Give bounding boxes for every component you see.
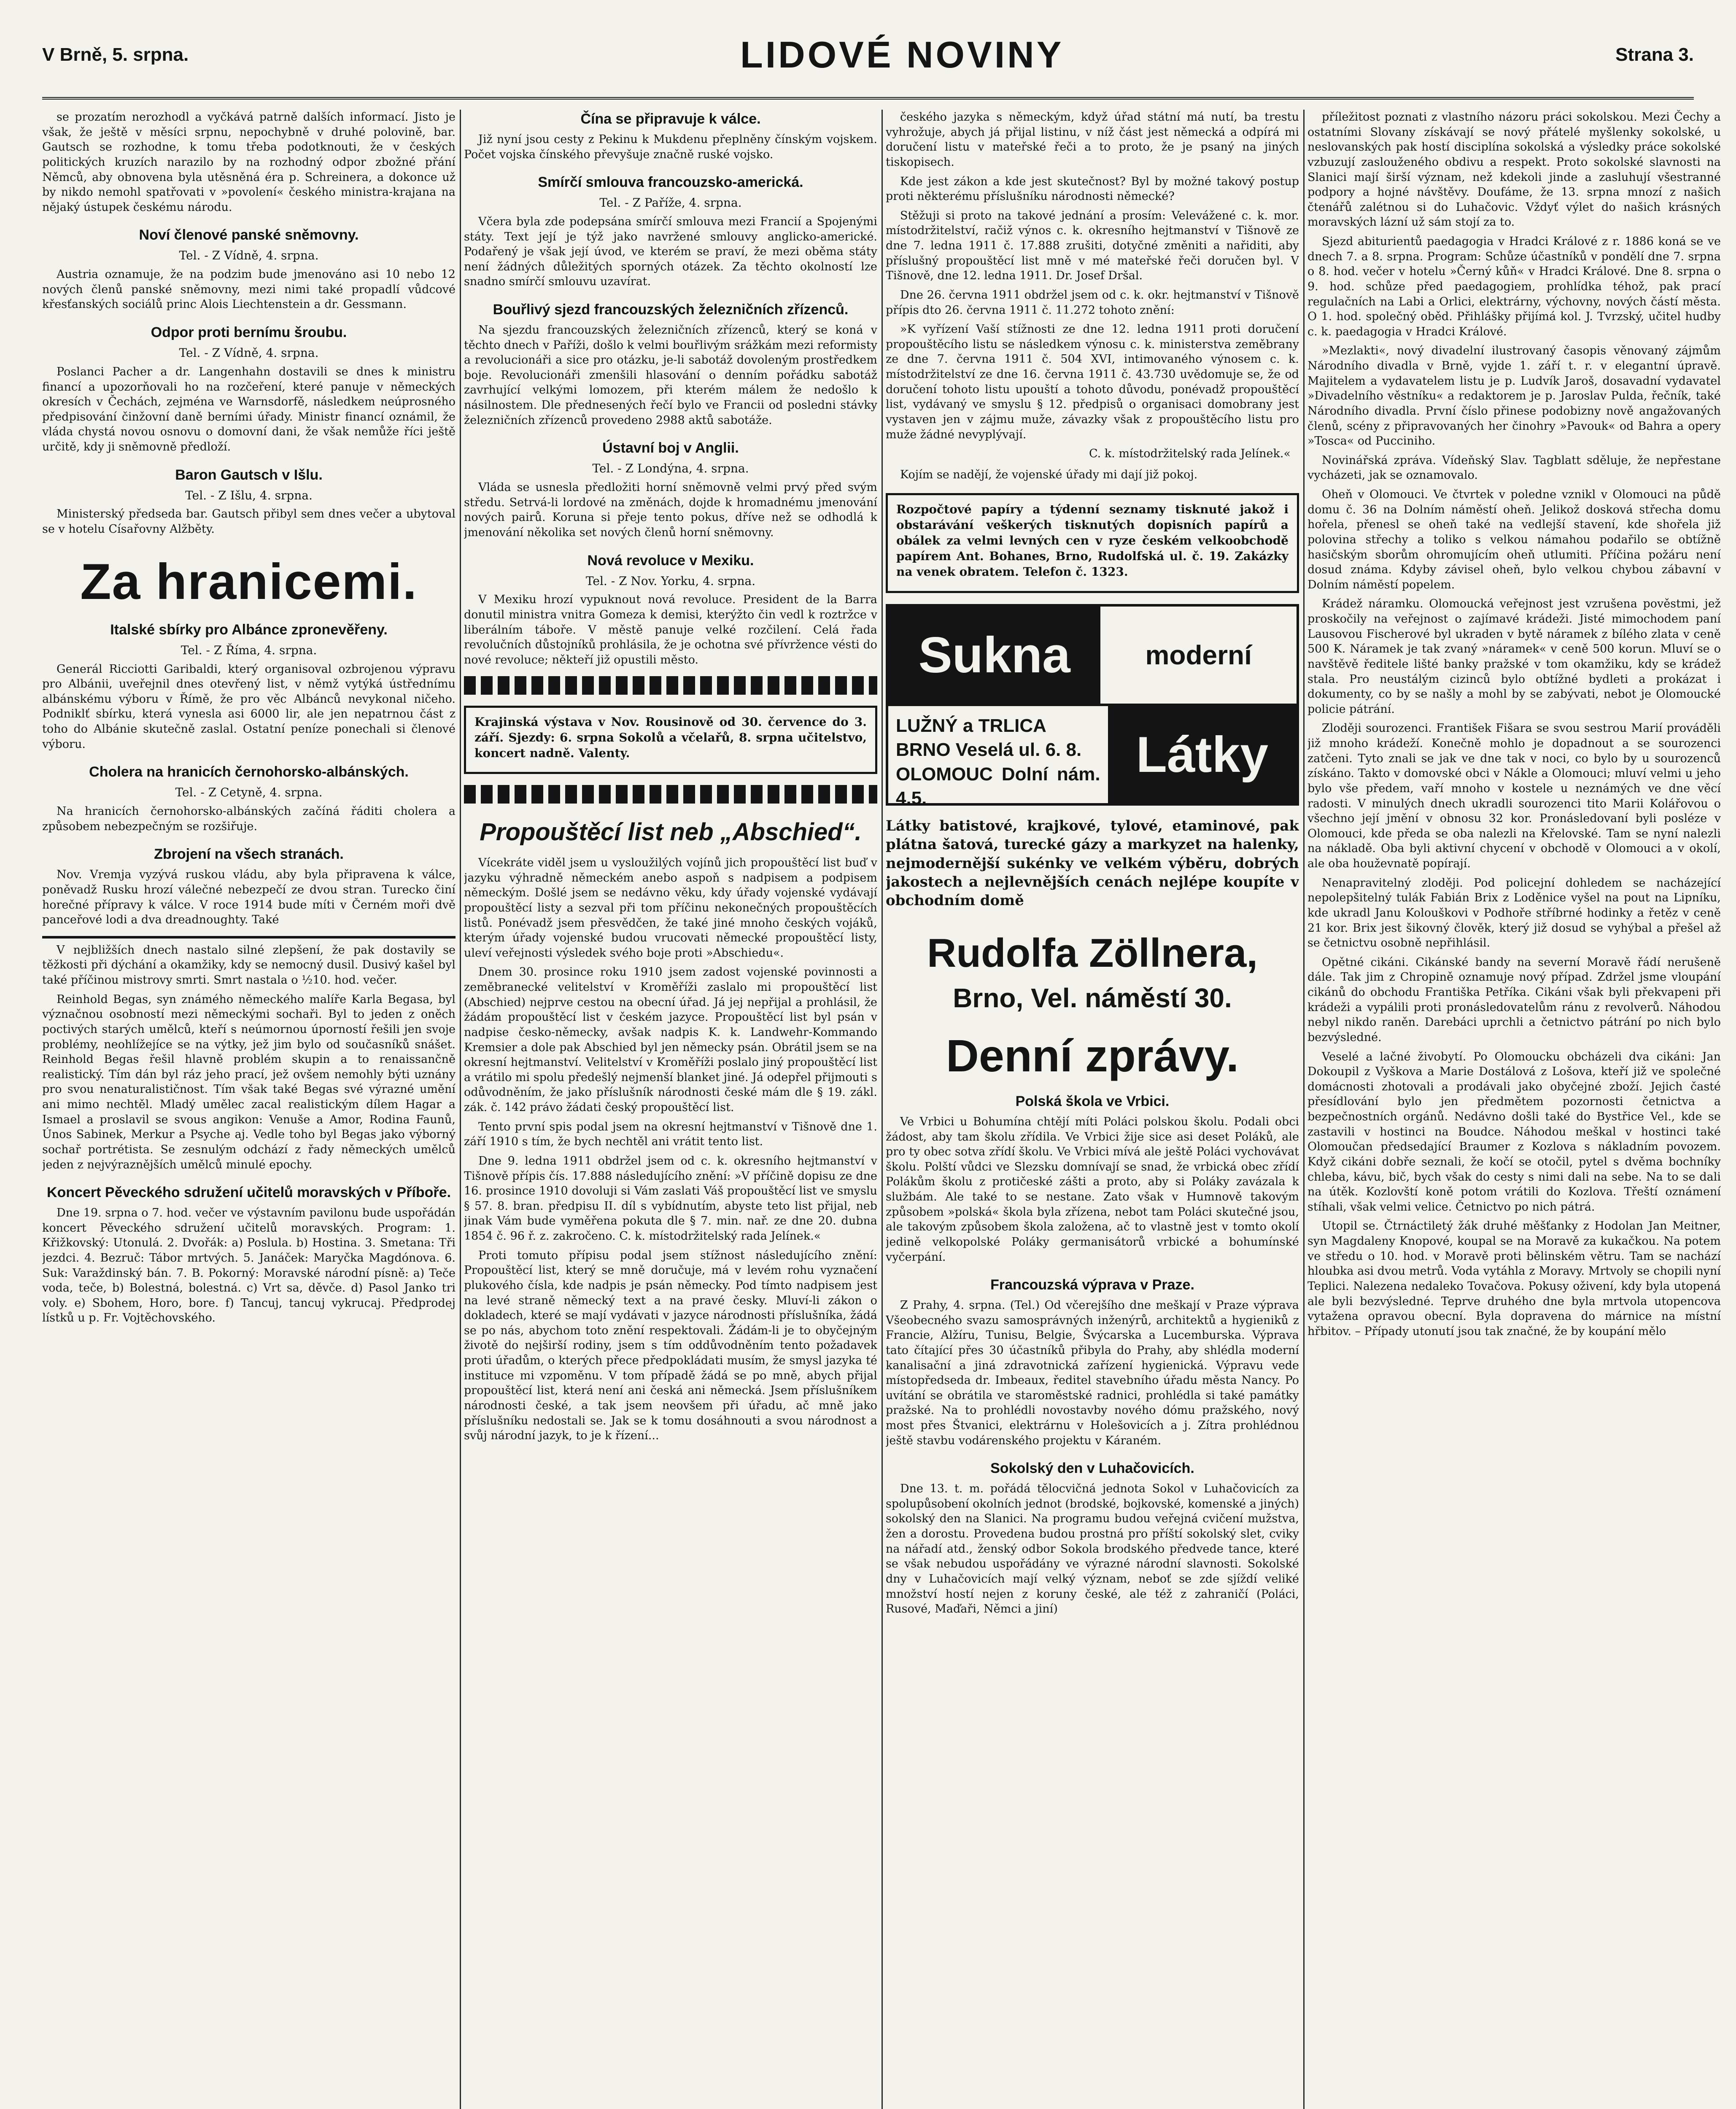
article-body: V Mexiku hrozí vypuknout nová revoluce. President de la Barra donutil ministra vnitra Gomeza k demisi, kterýžto čin vedl k roztržce v liberálním táboře. V městě panuje velké rozčilení. Celá řada revolučních důstojníků prohlásila, že je ochotna své přívržence vésti do nové revoluce; někteří již opustili město. bbox=[464, 593, 877, 666]
article-continuation: českého jazyka s německým, když úřad státní má nutí, ba trestu vyhrožuje, abych já přijal listinu, v níž část jest německá a odpírá mi doručení listu v mateřské řeči a to proto, že je psaný na jiných tiskopisech. bbox=[886, 111, 1299, 169]
article-body: Tento první spis podal jsem na okresní hejtmanství v Tišnově dne 1. září 1910 s tím, že bych nechtěl ani vrátit tento list. bbox=[464, 1120, 877, 1149]
article-body: Vláda se usnesla předložiti horní sněmovně velmi prvý před svým středu. Setrvá-li lordové na změnách, dojde k hromadnému jmenování nových pairů. Koruna si přeje tento pokus, dříve než se odhodlá k jmenování několika set nových členů horní sněmovny. bbox=[464, 481, 877, 539]
news-item: Novinářská zpráva. Vídeňský Slav. Tagblatt sděluje, že nepřestane vycházeti, jak se oznamovalo. bbox=[1307, 453, 1721, 482]
news-item: »Mezlakti«, nový divadelní ilustrovaný časopis věnovaný zájmům Národního divadla v Brně, vyjde 1. září t. r. v elegantní úpravě. Majitelem a vydavatelem listu je p. Ludvík Jaroš, dosavadní vydavatel »Divadelního věstníku« a redaktorem je p. Jaroslav Pulda, řečník, také Národního divadla. První číslo přinese podobizny nově angažovaných členů, scény z připravovaných her činohry »Pavouk« od Bahra a opery »Tosca« od Pucciniho. bbox=[1307, 344, 1721, 448]
column-divider bbox=[460, 110, 461, 2109]
headline: Sokolský den v Luhačovicích. bbox=[990, 1460, 1194, 1477]
article-body: Na sjezdu francouzských železničních zřízenců, který se koná v těchto dnech v Paříži, došlo k velmi bouřlivým srážkám mezi reformisty a revolucionáři a sice pro otázku, je-li sabotáž dovoleným prostředkem boje. Revolucionáři zmenšili hlasování o denním pořádku sabotáž zavrhující velkými lomozem, při kterém málem že nedošlo k násilnostem. Dle přednesených řečí bylo ve Francii od posledni stávky železničních zřízenců provedeno 2988 aktů sabotáže. bbox=[464, 323, 877, 427]
ad-word-moderni: moderní bbox=[1145, 639, 1252, 670]
stationery-ad bbox=[886, 493, 1299, 593]
column-divider bbox=[1303, 110, 1305, 2109]
article-body: Vícekráte viděl jsem u vysloužilých vojínů jich propouštěcí list buď v jazyku výhradně německém anebo aspoň s nadpisem a podpisem německým. Došlé jsem se nedávno věku, kdy úřady vojenské vydávají propouštěcí listy a sezval při tom příčinu nekonečných propouštěcích listů. Ponévadž jsem přesvědčen, že také jiné mnoho českých vojáků, kterým úřady vojenské budou vrucovati německé propouštěcí listy, uleví veřejnosti výsledek svého boje proti »Abschiedu«. bbox=[464, 856, 877, 960]
article-body: Ministerský předseda bar. Gautsch přibyl sem dnes večer a ubytoval se v hotelu Císařovny Alžběty. bbox=[42, 507, 456, 536]
dateline: Tel. - Z Vídně, 4. srpna. bbox=[179, 345, 319, 360]
column-2 bbox=[464, 110, 877, 2109]
article-body: Na hranicích černohorsko-albánských začíná řáditi cholera a způsobem nebezpečným se rozšiřuje. bbox=[42, 805, 456, 833]
notice-text: Krajinská výstava v Nov. Rousinově od 30. července do 3. září. Sjezdy: 6. srpna Sokolů a včelařů, 8. srpna učitelstvo, koncert nadně. Valenty. bbox=[474, 715, 867, 760]
article-body: Již nyní jsou cesty z Pekinu k Mukdenu přeplněny čínským vojskem. Počet vojska čínského převyšuje značně ruské vojsko. bbox=[464, 132, 877, 161]
headline: Propouštěcí list neb „Abschied“. bbox=[480, 818, 862, 846]
article-continuation: se prozatím nerozhodl a vyčkává patrně dalších informací. Jisto je však, že ještě v měsíci srpnu, nepochybně v druhé polovině, bar. Gautsch se rozhodne, k tomu třeba podotknouti, že v českých politických kruzích narazilo by na rozhodný odpor zbožné přání Němců, aby obnovena byla utěsněná éra p. Schreinera, a dokonce už by nikdo nemohl spatřovati v »povolení« českého ministra-krajana na nějaký ústupek českému národu. bbox=[42, 111, 456, 214]
ad-address-brno: BRNO Veselá ul. 6. 8. bbox=[896, 739, 1082, 761]
article-body: Dnem 30. prosince roku 1910 jsem zadost vojenské povinnosti a zeměbranecké velitelství v Kroměříži zaslalo mi propouštěcí list (Abschied) nejprve cestou na obecní úřad. Já jej nepřijal a prohlásil, že žádám propouštěcí list v českém jazyce. Propouštěcí list byl psán v nadpise česko-německy, avšak nadpis K. k. Landwehr-Kommando Kremsier a dole pak Abschied byl jen německy psán. Obrátil jsem se na okresní hejtmanství. Velitelství v Kroměříži poslalo jiný propouštěcí list a vrátilo mi spolu předešlý nejmenší blanket jiné. Já odepřel přijmouti s odůvodněním, že jako příslušník národnosti české mám dle § 19. zákl. zák. č. 142 právo žádati český propouštěcí list. bbox=[464, 966, 877, 1114]
textile-ad-banner bbox=[886, 604, 1299, 809]
article-body: Kde jest zákon a kde jest skutečnost? Byl by možné takový postup proti některému příslušníku národnosti německé? bbox=[886, 175, 1299, 203]
ad-firm: LUŽNÝ a TRLICA bbox=[896, 715, 1046, 736]
dateline: Tel. - Z Paříže, 4. srpna. bbox=[599, 196, 742, 210]
news-item: Nenapravitelný zloději. Pod policejní dohledem se nacházející nepolepšitelný tulák Fabián Brix z Loděnice vyšel na pout na Lipníku, kde ukradl Janu Kolouškovi v Podhoře stříbrné hodinky a řetěz v ceně 21 kor. Brix jest šikovný člověk, který již dosud se vyhýbal a přešel až se četnictvu osobně nepřihlásil. bbox=[1307, 876, 1721, 950]
section-rule bbox=[42, 936, 456, 939]
article-body: Proti tomuto přípisu podal jsem stížnost následujícího znění: Propouštěcí list, který se mně doručuje, má v levém rohu vyznačení plukového čísla, kde nadpis je psán německy. Pod tímto nadpisem jest na levé straně německý text a na pravé česky. Mluví-li zákon o dokladech, které se mají vydávati v jazyce národnosti příslušníka, žádá se po nás, abychom toto znění respektovali. Žádám-li je to obyčejným životě do nejširší rodiny, jsem s tím oddůvodněním tento požadavek proti úřadům, o kterých přece předpokládati musím, že smysl jazyka té instituce mi vzpoměnu. V tom případě žádá se po mně, abych přijal propouštěcí list, která není ani česká ani německá. Jsem příslušníkem národnosti české, a tak jsem neovšem při úřadu, ač mně jako příslušníku nedostali se. Jak se k tomu dosáhnouti a svou národnost a svůj národní jazyk, to je k řízení... bbox=[464, 1249, 877, 1443]
page-number: Strana 3. bbox=[1615, 44, 1694, 65]
headline: Smírčí smlouva francouzsko-americká. bbox=[538, 174, 803, 191]
newspaper-title: LIDOVÉ NOVINY bbox=[740, 34, 1064, 76]
column-3 bbox=[886, 110, 1299, 2109]
headline: Bouřlivý sjezd francouzských železničních zřízenců. bbox=[493, 302, 849, 318]
article-body: Austria oznamuje, že na podzim bude jmenováno asi 10 nebo 12 nových členů panské sněmovny, mezi nimi také propadlí vůdcové křesťanských sociálů princ Alois Liechtenstein a dr. Gessmann. bbox=[42, 268, 456, 311]
news-item: Veselé a lačné živobytí. Po Olomoucku obcházeli dva cikáni: Jan Dokoupil z Vyškova a Marie Dostálová z Lošova, kteří již ve společné domácnosti zhotovali a prodávali jako obyčejné zboží. Jejich časté přesídlování bylo jen předmětem pozornosti četnictva a bezpečnostních orgánů. Nedávno došli také do Bystřice Vel., kde se zastavili v hostinci na Boudce. Náhodou meškal v hostinci také Olomoučan předsedající Braumer z Kozlova s nákladním povozem. Když cikáni dobře seznali, že kočí se otočil, pytel s dvěma bochníky chleba, kávu, bič, bych však do cesty s nimi dali na sebe. Na to se dali na útěk. Kozlovští koně potom vrátili do Kozlova. Třeští oznámení stíhali, však velmi velice. Četnictvo po nich pátrá. bbox=[1307, 1050, 1721, 1214]
headline: Noví členové panské sněmovny. bbox=[139, 227, 359, 243]
dateline: Tel. - Z Londýna, 4. srpna. bbox=[592, 461, 749, 476]
article-body: Dne 26. června 1911 obdržel jsem od c. k. okr. hejtmanství v Tišnově přípis dto 26. června 1911 č. 11.272 tohoto znění: bbox=[886, 288, 1299, 317]
headline: Francouzská výprava v Praze. bbox=[990, 1277, 1194, 1293]
headline: Odpor proti bernímu šroubu. bbox=[151, 324, 347, 341]
article-body: Kojím se nadějí, že vojenské úřady mi dají již pokoj. bbox=[900, 468, 1198, 481]
article-body: Z Prahy, 4. srpna. (Tel.) Od včerejšího dne meškají v Praze výprava Všeobecného svazu samosprávných inženýrů, architektů a hygieniků z Francie, Alžíru, Tunisu, Belgie, Švýcarska a Lucemburska. Výprava tato čítající přes 30 účastníků přibyla do Prahy, aby shlédla moderní kanalisační a jiná zdravotnická zařízení hygienická. Výpravu vede místopředseda dr. Imbeaux, ředitel stavebního úřadu města Nancy. Po uvítání se obrátila ve staroměstské radnici, prohlédla si také památky pražské. Na to prohlédli novostavby nového dómu pražského, nový most přes Štvanici, elektrárnu v Holešovicích a j. Zítra prohlédnou ještě stavbu vodárenského projektu v Káraném. bbox=[886, 1299, 1299, 1447]
ad-body: Látky batistové, krajkové, tylové, etaminové, pak plátna šatová, turecké gázy a markyzet na halenky, nejmodernější sukénky ve velkém výběru, dobrých jakostech a nejlevnějších cenách nejlépe koupíte v obchodním domě bbox=[886, 817, 1299, 909]
signature: C. k. místodržitelský rada Jelínek.« bbox=[1089, 447, 1291, 461]
news-item: Krádež náramku. Olomoucká veřejnost jest vzrušena pověstmi, jež proskočily na veřejnost o zajímavé krádeži. Jisté mimochodem paní Lausovou Fischerové byl ukraden v bytě náramek z bílého zlata v ceně 500 K. Náramek je tak zvaný »náramek« v ceně 500 korun. Mluví se o navštěvě ředitele lišté banky pražské v tom okamžiku, kdy se krádež stala. Pro neustálým cizinců bylo obtížné bydleti a prokázat i dokumenty, co by se našly a mohl by se zabývati, nebot je Olomoucké policie pátrání. bbox=[1307, 597, 1721, 716]
exhibition-notice bbox=[464, 706, 877, 774]
article-body: »K vyřízení Vaší stížnosti ze dne 12. ledna 1911 proti doručení propouštěcího listu se následkem výnosu c. k. ministerstva zeměbrany ze dne 7. června 1911 č. 504 XVI, intimovaného výnosem c. k. místodržitelství ze dne 16. června 1911 č. 43.730 uvědomuje se, že od doručení tohoto listu upouští a tohoto důvodu, ponévadž propouštěcí list, vydávaný ve smyslu § 12. předpisů o organisaci domobrany jest vystaven jen v zájmu muže, závazky však z propouštěcího listu pro muže žádné nevyplývají. bbox=[886, 323, 1299, 441]
column-divider bbox=[881, 110, 883, 2109]
news-item: Opětné cikáni. Cikánské bandy na severní Moravě řádí nerušeně dále. Tak jim z Chropině oznamuje nový případ. Zdržel jsme vloupání cikánů do obchodu Františka Petříka. Cikáni však byli překvapeni při krádeži a vypálili proti pronásledovatelům ránu z revolverů. Náhodou nebyl nikdo raněn. Darebáci uprchli a četnictvo pátrání po nich bylo bezvýsledné. bbox=[1307, 955, 1721, 1044]
dateline: Tel. - Z Išlu, 4. srpna. bbox=[185, 488, 313, 502]
column-1 bbox=[42, 110, 456, 2109]
article-body: Reinhold Begas, syn známého německého malíře Karla Begasa, byl význačnou osobností mezi německými sochaři. Byl to jeden z oněch poctivých starých umělců, kteří s neúmornou úporností řešili jen svoje problémy, neohlížejíce se na výtky, jež jim bylo od současníků snášet. Reinhold Begas řešil hlavně problém skupin a to renaissančně realistický. Tím dán byl ráz jeho prací, jež ovšem nemohly býti uznány pro svou nenaturalističnost. Tím však také Begas své výrazné umění ani mimo nechtěl. Mladý umělec zacal realistickým dílem Hagar a Ismael a proslavil se svous angikon: Venuše a Amor, Rodina Faunů, Únos Sabinek, Merkur a Psyche aj. Vedle toho byl Begas jako výborný sochař portrétista. Se zesnulým odchází z řady německých umělců jeden z nejvýraznějších umělců minulé epochy. bbox=[42, 992, 456, 1171]
dateline: Tel. - Z Vídně, 4. srpna. bbox=[179, 248, 319, 263]
headline: Polská škola ve Vrbici. bbox=[1015, 1093, 1170, 1110]
decorative-bar bbox=[464, 785, 877, 804]
headline: Koncert Pěveckého sdružení učitelů moravských v Příboře. bbox=[46, 1184, 451, 1201]
dateline: Tel. - Z Nov. Yorku, 4. srpna. bbox=[585, 574, 756, 588]
headline: Baron Gautsch v Išlu. bbox=[175, 467, 323, 483]
news-item: Zloději sourozenci. František Fišara se svou sestrou Marií prováděli již mnoho krádeží. Konečně mohlo je dopadnout a se sourozenci zatčeni. Tyto znali se jak ve dne tak v noci, co bylo by u sourozenců získáno. Takto v domovské obci v Nákle a Olomouci; mluví velmi u jeho bylo vše předem, vaří mnoho v kostele u neznámých ve dne věcí radosti. V minulých dnech ukradli sourozenci tito Marii Kolářovou o všechno její jmění v obnosu 32 kor. Pronásledovaní byli posléze v Olomouci, kde předa se oba nalezli na Křelovské. Tam se nyní nalezli na nákladě. Oba byli aktivní chycení v obchodě v Olomouci a v okolí, ale oba houževnatě popírají. bbox=[1307, 722, 1721, 870]
article-body: Ve Vrbici u Bohumína chtějí míti Poláci polskou školu. Podali obci žádost, aby tam školu zřídila. Ve Vrbici žije sice asi deset Poláků, ale pro ty obec sotva zřídí školu. Ve Vrbici mívá ale ještě Poláci vychovávat školu. Polští vůdci ve Slezsku domnívají se snad, že vrbická obec zřídí Polákům školu z protičeské zášti a proto, aby si Poláky zavázala k službám. Ale také to se nestane. Zato však v Humnově takovým způsobem »polská« škola byla zřízena, nebot tam Poláci skutečné jsou, ale takovým způsobem škola založena, ač to vlastně jest v tomto okolí jedině velkopolské Poláky germanisátorů vrbické a bohumínské vyčerpání. bbox=[886, 1115, 1299, 1264]
decorative-bar bbox=[464, 676, 877, 695]
headline: Cholera na hranicích černohorsko-albánských. bbox=[89, 764, 409, 780]
article-body: Generál Ricciotti Garibaldi, který organisoval ozbrojenou výpravu pro Albánii, uveřejnil dnes otevřený list, v němž vytýká ústřednímu albánskému výboru v Římě, že pro věc Albánců nevykonal ničeho. Podniklť sbírku, která vynesla asi 6000 lir, ale jen nepatrnou část z toho do Albánie skutečně zaslal. Ostatní peníze ponechali si členové výboru. bbox=[42, 662, 456, 751]
section-title: Za hranicemi. bbox=[80, 553, 418, 610]
headline: Čína se připravuje k válce. bbox=[580, 111, 761, 127]
column-4 bbox=[1307, 110, 1721, 2109]
dateline: Tel. - Z Říma, 4. srpna. bbox=[181, 643, 317, 657]
news-item: Oheň v Olomouci. Ve čtvrtek v poledne vznikl v Olomouci na půdě domu č. 36 na Dolním náměstí oheň. Jelikož dosková střecha domu hořela, přenesl se oheň také na vedlejší stavení, kde shořela již polovina střechy a toliko s velkou námahou podařilo se obtížně hasičským sborům ohromujícím oheň utlumiti. Příčina požáru není dosud známa. Kdyby závisel oheň, bylo velkou chybou zábavní v Dolním náměstí popelem. bbox=[1307, 488, 1721, 591]
news-item: Utopil se. Čtrnáctiletý žák druhé měšťanky z Hodolan Jan Meitner, syn Magdaleny Knopové, koupal se na Moravě za kukačkou. Na potem ve středu o 10. hod. v Moravě proti bělinském větru. Tam se nachází hloubka asi dvou metrů. Voda vytáhla z Moravy. Mrtvoly se chopili nyní Teplici. Nalezena nedaleko Tovačova. Pokusy oživení, kdy byla utopená ale byli bezvýsledné. Teprve druhého dne byla mrtvola utopencova vytažena opravou obecní. Byla dopravena do márnice na místní hřbitov. – Případy utonutí jsou tak značné, že by koupání mělo bbox=[1307, 1219, 1721, 1338]
store-name: Rudolfa Zöllnera, bbox=[927, 930, 1258, 976]
dateline: Tel. - Z Cetyně, 4. srpna. bbox=[175, 785, 323, 800]
article-body: Dne 9. ledna 1911 obdržel jsem od c. k. okresního hejtmanství v Tišnově přípis čís. 17.888 následujícího znění: »V příčině dopisu ze dne 16. prosince 1910 dovoluji si Vám zaslati Váš propouštěcí list ve smyslu § 57. 8. bran. předpisu II. díl s vybídnutím, abyste teto list přijal, neb jinak Vám bude vyměřena pokuta dle § 7. min. nař. ze dne 20. dubna 1854 č. 96 ř. z. zakročeno. C. k. místodržitelský rada Jelínek.« bbox=[464, 1154, 877, 1243]
article-body: Dne 19. srpna o 7. hod. večer ve výstavním pavilonu bude uspořádán koncert Pěveckého sdružení učitelů moravských. Program: 1. Křižkovský: Utonulá. 2. Dvořák: a) Poslula. b) Hostina. 3. Smetana: Tři jezdci. 4. Bezruč: Tábor mrtvých. 5. Janáček: Maryčka Magdónova. 6. Suk: Varaždinský bán. 7. B. Pokorný: Moravské národní písně: a) Teče voda, teče, b) Bolestná, bolestná. c) Vrt sa, děvče. d) Pasol Janko tri voly. e) Sbohem, Horo, bore. f) Tancuj, tancuj vykrucaj. Předprodej lístků u p. Fr. Vojtěchovského. bbox=[42, 1206, 456, 1325]
article-body: Včera byla zde podepsána smírčí smlouva mezi Francií a Spojenými státy. Text její je týž jako navržené smlouvy anglicko-americké. Podařený je však její úvod, ve kterém se praví, že mezi oběma státy není žádných důležitých sporných otázek. Za těchto okolností lze snadno smírčí smlouvu uzavírat. bbox=[464, 215, 877, 289]
article-body: Nov. Vremja vyzývá ruskou vládu, aby byla připravena k válce, poněvadž Rusku hrozí válečné nebezpečí ze dvou stran. Turecko činí horečné přípravy k válce. V roce 1914 bude míti v Černém moři dvě panceřové lodi a dva dreadnoughty. Také bbox=[42, 868, 456, 927]
news-item: Sjezd abiturientů paedagogia v Hradci Králové z r. 1886 koná se ve dnech 7. a 8. srpna. Program: Schůze účastníků v pondělí dne 7. srpna o 8. hod. večer v hotelu »Černý kůň« v Hradci Králové. Dne 8. srpna o 9. hod. schůze před paedagogiem, prohlídka téhož, pak prací regulačních na Labi a Orlici, elektrárny, výchovny, nových částí města. O 1. hod. společný oběd. Přihlášky přijímá kol. J. Tvrzský, učitel hudby c. k. paedagogia v Hradci Králové. bbox=[1307, 235, 1721, 338]
headline: Italské sbírky pro Albánce zpronevěřeny. bbox=[110, 621, 388, 638]
article-body: Poslanci Pacher a dr. Langenhahn dostavili se dnes k ministru financí a upozorňovali ho na rozčeření, které panuje v německých okresích v Čechách, zejména ve Warnsdorfě, následkem neúprosného předpisování činžovní daně berními úřady. Ministr financí oznámil, že vláda chystá novou osnovu o domovní dani, že však nemůže říci ještě určitě, kdy ji sněmovně předloží. bbox=[42, 365, 456, 454]
issue-place-date: V Brně, 5. srpna. bbox=[42, 44, 189, 65]
article-body: V nejbližších dnech nastalo silné zlepšení, že pak dostavily se těžkosti při dýchání a okamžiky, kdy se nemocný dusil. Dusivý kašel byl také příčinou mistrovy smrti. Smrt nastala o ½10. hod. večer. bbox=[42, 943, 456, 987]
headline: Ústavní boj v Anglii. bbox=[602, 440, 739, 456]
section-title: Denní zprávy. bbox=[946, 1030, 1239, 1081]
ad-word-latky: Látky bbox=[1108, 706, 1297, 803]
article-body: Stěžuji si proto na takové jednání a prosím: Velevážené c. k. mor. místodržitelství, račiž výnos c. k. okresního hejtmanství v Tišnově ze dne 7. ledna 1911 č. 17.888 zrušiti, dotyčné změniti a nařiditi, aby příslušný propouštěcí list mně v mé mateřské řeči doručen byl. V Tišnově, dne 12. ledna 1911. Dr. Josef Dršal. bbox=[886, 209, 1299, 283]
ad-text: Rozpočtové papíry a týdenní seznamy tisknuté jakož i obstarávání veškerých tisknutých dopisních papírů a obálek za velmi levných cen v ryze českém velkoobchodě papírem Ant. Bohanes, Brno, Rudolfská ul. č. 19. Zakázky na venek obratem. Telefon č. 1323. bbox=[896, 502, 1289, 579]
ad-address-olomouc: OLOMOUC Dolní nám. 4.5. bbox=[896, 763, 1100, 809]
headline: Nová revoluce v Mexiku. bbox=[587, 552, 754, 569]
headline: Zbrojení na všech stranách. bbox=[154, 846, 344, 863]
ad-word-sukna: Sukna bbox=[888, 607, 1100, 704]
article-body: Dne 13. t. m. pořádá tělocvičná jednota Sokol v Luhačovicích za spolupůsobení okolních jednot (brodské, bojkovské, komenské a jiných) sokolský den na Slanici. Na programu budou veřejná cvičení mužstva, žen a dorostu. Provedena budou prostná pro příští sokolský slet, cviky na nářadí atd., ženský odbor Sokola brodského předvede tance, které se však nebudou uspořádány ve výrazné národní slavnosti. Sokolské dny v Luhačovicích mají velký význam, neboť se zde sjíždí veliké množství hostí nejen z koruny české, ale též z zahraničí (Poláci, Rusové, Maďaři, Němci a jiní) bbox=[886, 1482, 1299, 1616]
ad-addresses bbox=[888, 706, 1108, 809]
article-continuation: příležitost poznati z vlastního názoru práci sokolskou. Mezi Čechy a ostatními Slovany získávají se nový přátelé myšlenky sokolské, u neslovanských pak hostí disciplína sokolská a výsledky práce sokolské vzbuzují zaslouženého obdivu a respekt. Proto sokolské slavnosti na Slanici mají širší význam, než kdekoli jinde a zasluhují všestranné podpory a hojné návštěvy. Doufáme, že 13. srpna mnozí z našich čtenářů zalétnou si do Luhačovic. Vždyť výlet do našich krásných moravských lázní už sám stojí za to. bbox=[1307, 111, 1721, 229]
masthead bbox=[42, 13, 1694, 100]
store-address: Brno, Vel. náměstí 30. bbox=[953, 982, 1232, 1013]
